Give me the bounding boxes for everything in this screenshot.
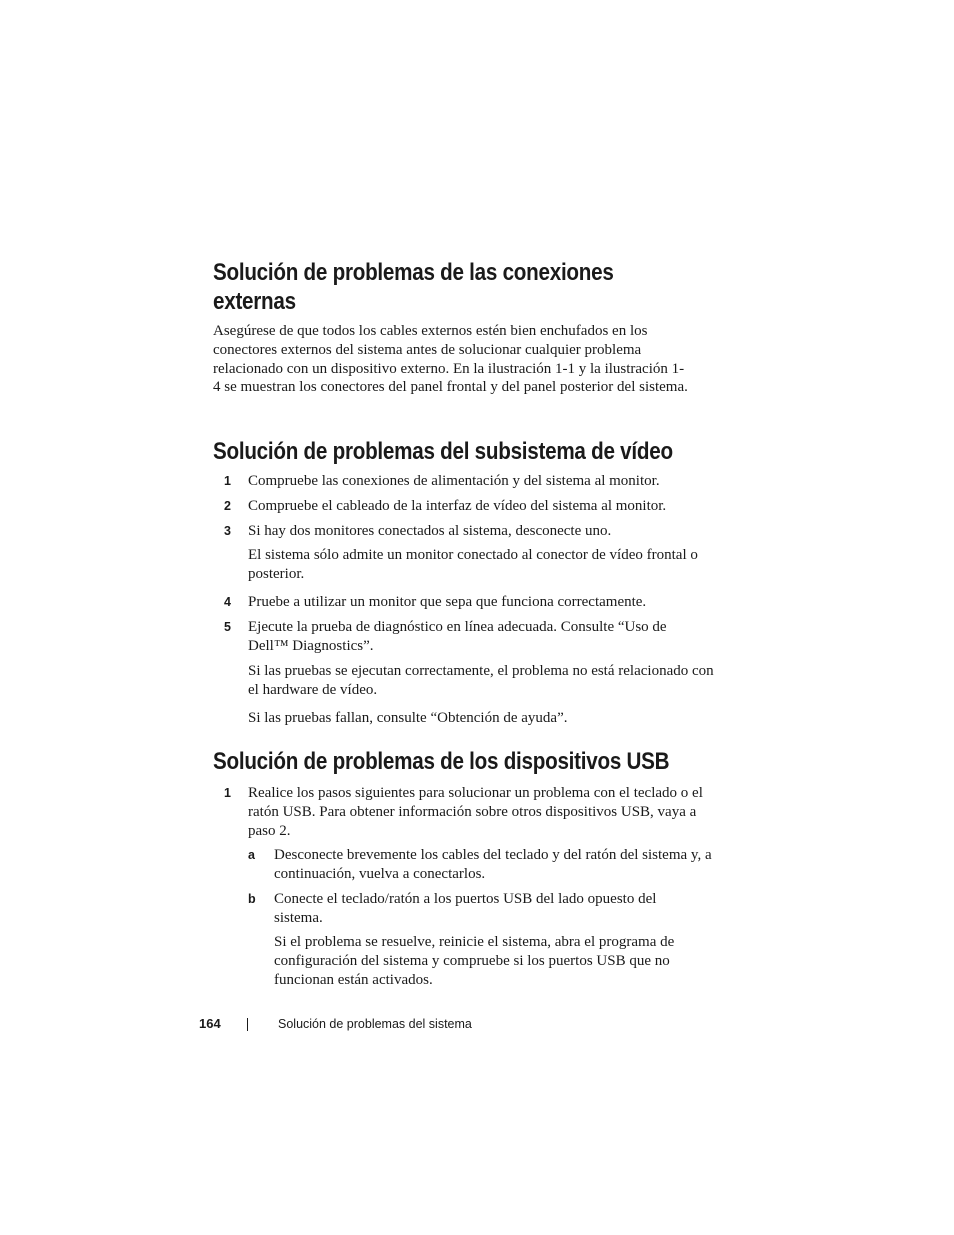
video-step-2: Compruebe el cableado de la interfaz de vídeo del sistema al monitor.: [248, 498, 667, 514]
heading-video-subsystem: Solución de problemas del subsistema de vídeo: [213, 438, 673, 465]
step-number: 4: [224, 595, 231, 609]
heading-usb-devices: Solución de problemas de los dispositivos USB: [213, 748, 670, 775]
usb-step-1: Realice los pasos siguientes para solucionar un problema con el teclado o el ratón USB. Para obtener información sobre otros dispositivos USB, vaya a paso 2.: [248, 785, 703, 839]
video-step-4: Pruebe a utilizar un monitor que sepa que funciona correctamente.: [248, 594, 647, 610]
video-step-1: Compruebe las conexiones de alimentación y del sistema al monitor.: [248, 473, 660, 489]
video-step-3-note: El sistema sólo admite un monitor conectado al conector de vídeo frontal o posterior.: [248, 547, 698, 582]
step-number: 3: [224, 524, 231, 538]
step-number: 1: [224, 786, 231, 800]
footer-chapter-title: Solución de problemas del sistema: [278, 1017, 472, 1031]
step-number: 5: [224, 620, 231, 634]
video-step-5-note-2: Si las pruebas fallan, consulte “Obtención de ayuda”.: [248, 710, 568, 726]
step-number: 2: [224, 499, 231, 513]
substep-letter: a: [248, 848, 255, 862]
video-step-3: Si hay dos monitores conectados al sistema, desconecte uno.: [248, 523, 612, 539]
usb-substep-b: Conecte el teclado/ratón a los puertos USB del lado opuesto del sistema.: [274, 891, 657, 926]
page-number: 164: [199, 1016, 221, 1031]
usb-substep-b-note: Si el problema se resuelve, reinicie el sistema, abra el programa de configuración del sistema y compruebe si los puertos USB que no funcionan están activados.: [274, 934, 675, 988]
heading-external-connections-line1: Solución de problemas de las conexiones: [213, 259, 614, 286]
heading-external-connections-line2: externas: [213, 288, 296, 315]
external-connections-paragraph: Asegúrese de que todos los cables externos estén bien enchufados en los conectores externos del sistema antes de solucionar cualquier problema relacionado con un dispositivo externo. En la ilustración 1-1 y la ilustración 1-4 se muestran los conectores del panel frontal y del panel posterior del sistema.: [213, 323, 688, 396]
step-number: 1: [224, 474, 231, 488]
usb-substep-a: Desconecte brevemente los cables del teclado y del ratón del sistema y, a continuación, vuelva a conectarlos.: [274, 847, 712, 882]
video-step-5-note-1: Si las pruebas se ejecutan correctamente, el problema no está relacionado con el hardware de vídeo.: [248, 663, 714, 698]
video-step-5: Ejecute la prueba de diagnóstico en línea adecuada. Consulte “Uso de Dell™ Diagnostics”.: [248, 619, 667, 654]
substep-letter: b: [248, 892, 256, 906]
footer-separator: [247, 1018, 248, 1031]
